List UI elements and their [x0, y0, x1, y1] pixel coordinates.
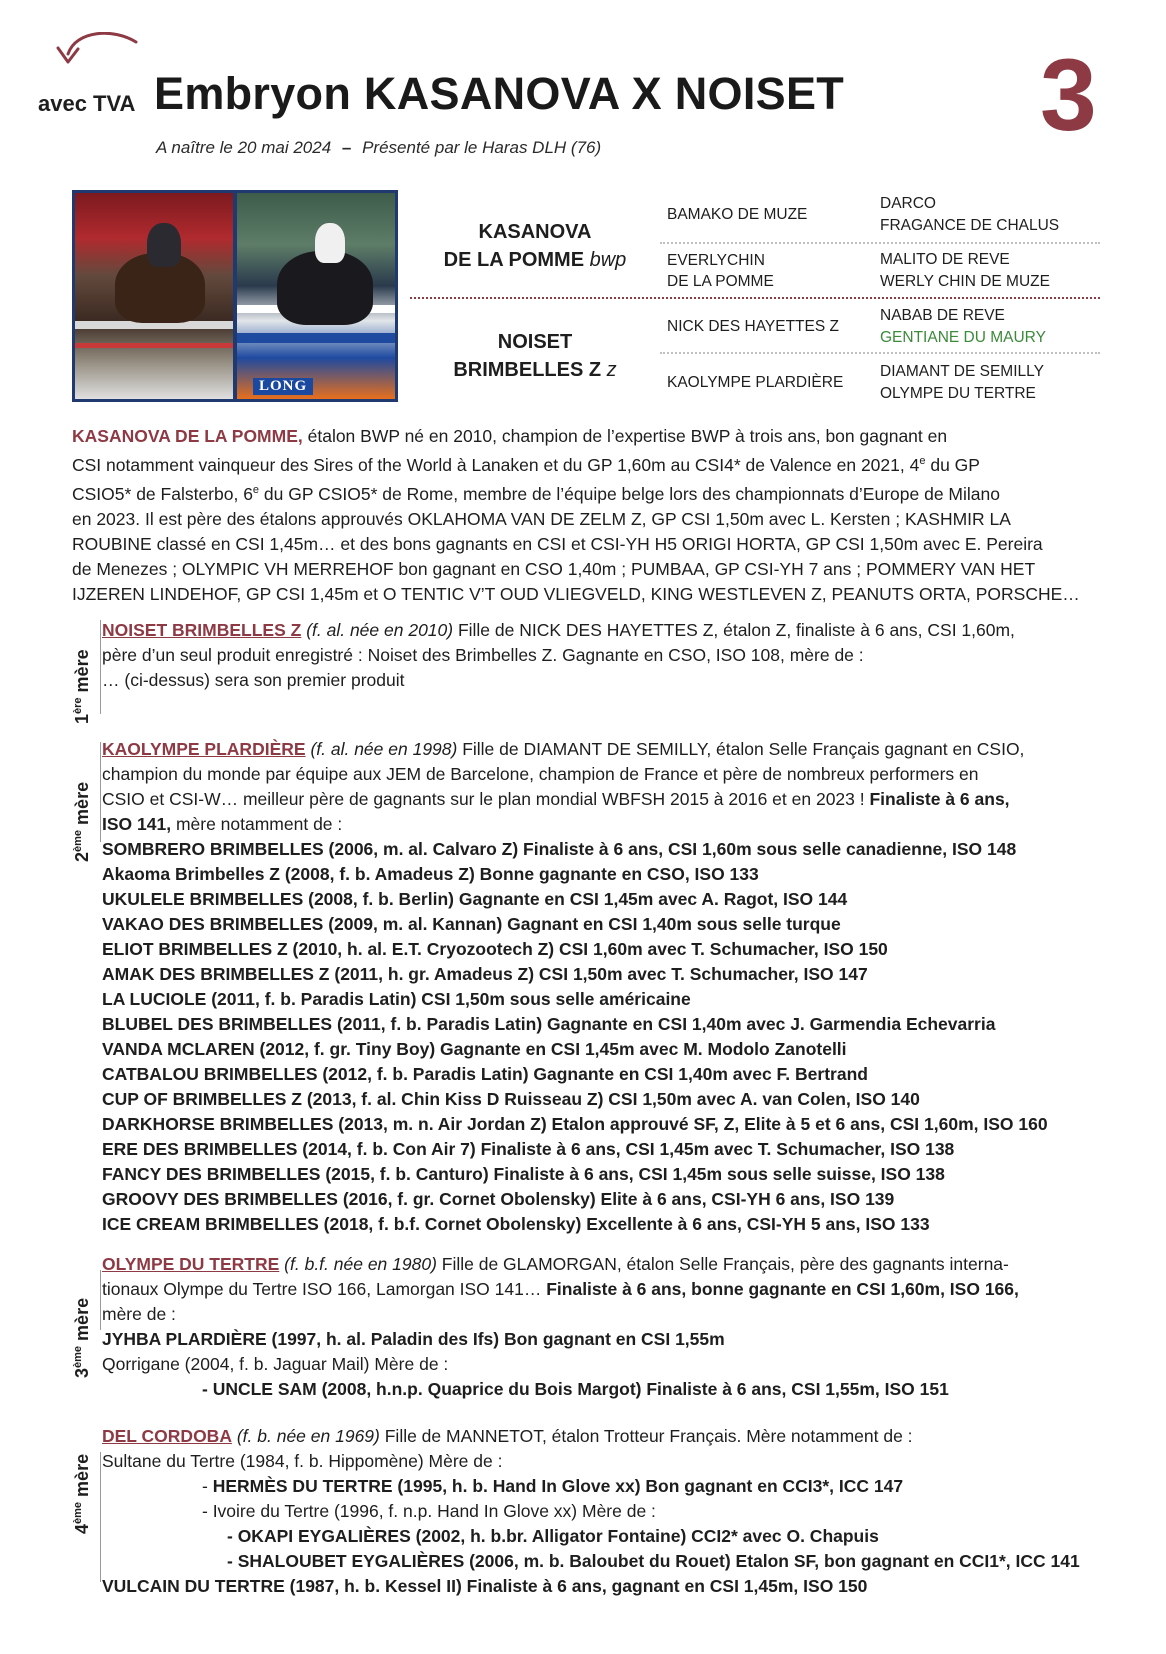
photo-frame	[72, 190, 398, 402]
mare-3-name: OLYMPE DU TERTRE	[102, 1254, 280, 1274]
pedigree-ancestor-4: WERLY CHIN DE MUZE	[880, 273, 1050, 290]
offspring-item: VAKAO DES BRIMBELLES (2009, m. al. Kannan) Gagnant en CSI 1,40m sous selle turque	[102, 914, 841, 934]
mare-1-bar	[100, 620, 101, 714]
pedigree-grandsire-2: NICK DES HAYETTES Z	[667, 318, 839, 335]
pedigree-granddam-2: KAOLYMPE PLARDIÈRE	[667, 374, 844, 391]
presenter: Présenté par le Haras DLH (76)	[362, 138, 602, 157]
mare-1-section: NOISET BRIMBELLES Z (f. al. née en 2010) Fille de NICK DES HAYETTES Z, étalon Z, finaliste à 6 ans, CSI 1,60m, père d’un seul produit enregistré : Noiset des Brimbelles Z. Gagnante en CSO, ISO 108, mère de : … (ci-dessus) sera son premier produit	[102, 620, 1015, 690]
pedigree-ancestor-5: NABAB DE REVE	[880, 307, 1005, 324]
offspring-item: BLUBEL DES BRIMBELLES (2011, f. b. Paradis Latin) Gagnante en CSI 1,40m avec J. Garmendia Echevarria	[102, 1014, 996, 1034]
mare-2-offspring-list	[102, 837, 1098, 1237]
offspring-item: CATBALOU BRIMBELLES (2012, f. b. Paradis Latin) Gagnante en CSI 1,40m avec F. Bertrand	[102, 1064, 868, 1084]
offspring-item: Akaoma Brimbelles Z (2008, f. b. Amadeus Z) Bonne gagnante en CSO, ISO 133	[102, 864, 759, 884]
mare-1-name: NOISET BRIMBELLES Z	[102, 620, 302, 640]
mare-4-label: 4ème mère	[72, 1453, 92, 1534]
offspring-item: ICE CREAM BRIMBELLES (2018, f. b.f. Cornet Obolensky) Excellente à 6 ans, CSI-YH 5 ans, ISO 133	[102, 1214, 930, 1234]
mare-1-label: 1ère mère	[72, 649, 92, 724]
pedigree-ancestor-2: FRAGANCE DE CHALUS	[880, 217, 1060, 234]
mare-2-name: KAOLYMPE PLARDIÈRE	[102, 739, 306, 759]
offspring-item: DARKHORSE BRIMBELLES (2013, m. n. Air Jordan Z) Etalon approuvé SF, Z, Elite à 5 et 6 ans, CSI 1,60m, ISO 160	[102, 1114, 1048, 1134]
lot-number: 3	[1040, 38, 1097, 152]
pedigree-divider	[660, 352, 1100, 354]
page-title: Embryon KASANOVA X NOISET	[154, 68, 845, 119]
curved-arrow-icon	[54, 32, 140, 84]
offspring-item: CUP OF BRIMBELLES Z (2013, f. al. Chin Kiss D Ruisseau Z) CSI 1,50m avec A. van Colen, ISO 140	[102, 1089, 920, 1109]
pedigree-dam: NOISET BRIMBELLES Z z	[453, 331, 617, 381]
mare-4-name: DEL CORDOBA	[102, 1426, 232, 1446]
birth-date: A naître le 20 mai 2024	[156, 138, 332, 157]
pedigree-ancestor-3: MALITO DE REVE	[880, 251, 1010, 268]
mare-3-label: 3ème mère	[72, 1297, 92, 1378]
offspring-item: ERE DES BRIMBELLES (2014, f. b. Con Air 7) Finaliste à 6 ans, CSI 1,45m avec T. Schumacher, ISO 138	[102, 1139, 955, 1159]
offspring-item: FANCY DES BRIMBELLES (2015, f. b. Canturo) Finaliste à 6 ans, CSI 1,45m sous selle suisse, ISO 138	[102, 1164, 945, 1184]
offspring-item: SOMBRERO BRIMBELLES (2006, m. al. Calvaro Z) Finaliste à 6 ans, CSI 1,60m sous selle canadienne, ISO 148	[102, 839, 1017, 859]
pedigree-ancestor-8: OLYMPE DU TERTRE	[880, 385, 1036, 402]
tva-label: avec TVA	[38, 91, 136, 116]
mare-3-section: OLYMPE DU TERTRE (f. b.f. née en 1980) Fille de GLAMORGAN, étalon Selle Français, père des gagnants interna- tionaux Olympe du Tertre ISO 166, Lamorgan ISO 141… Finaliste à 6 ans, bonne gagnante en CSI 1,60m, ISO 166, mère de : JYHBA PLARDIÈRE (1997, h. al. Paladin des Ifs) Bon gagnant en CSI 1,55m Qorrigane (2004, f. b. Jaguar Mail) Mère de : - UNCLE SAM (2008, h.n.p. Quaprice du Bois Margot) Finaliste à 6 ans, CSI 1,55m, ISO 151	[102, 1254, 1019, 1399]
pedigree-grandsire-1: BAMAKO DE MUZE	[667, 206, 808, 223]
pedigree-ancestor-1: DARCO	[880, 195, 936, 212]
pedigree-ancestor-7: DIAMANT DE SEMILLY	[880, 363, 1044, 380]
pedigree-divider-main	[410, 297, 1100, 299]
offspring-item: GROOVY DES BRIMBELLES (2016, f. gr. Cornet Obolensky) Elite à 6 ans, CSI-YH 6 ans, ISO 139	[102, 1189, 895, 1209]
dam-photo	[237, 193, 395, 399]
sire-photo	[75, 193, 233, 399]
sire-name: KASANOVA DE LA POMME,	[72, 426, 303, 446]
offspring-item: UKULELE BRIMBELLES (2008, f. b. Berlin) Gagnante en CSI 1,45m avec A. Ragot, ISO 144	[102, 889, 848, 909]
pedigree-sire: KASANOVA DE LA POMME bwp	[443, 221, 627, 271]
offspring-item: VANDA MCLAREN (2012, f. gr. Tiny Boy) Gagnante en CSI 1,45m avec M. Modolo Zanotelli	[102, 1039, 847, 1059]
offspring-item: AMAK DES BRIMBELLES Z (2011, h. gr. Amadeus Z) CSI 1,50m avec T. Schumacher, ISO 147	[102, 964, 868, 984]
mare-2-label: 2ème mère	[72, 781, 92, 862]
sire-description: KASANOVA DE LA POMME, étalon BWP né en 2010, champion de l’expertise BWP à trois ans, bon gagnant en CSI notamment vainqueur des Sires of the World à Lanaken et du GP 1,60m au CSI4* de Valence en 2021, 4e du GP CSIO5* de Falsterbo, 6e du GP CSIO5* de Rome, membre de l’équipe belge lors des championnats d’Europe de Milano en 2023. Il est père des étalons approuvés OKLAHOMA VAN DE ZELM Z, GP CSI 1,50m avec L. Kersten ; KASHMIR LA ROUBINE classé en CSI 1,45m… et des bons gagnants en CSI et CSI-YH H5 ORIGI HORTA, GP CSI 1,50m avec E. Pereira de Menezes ; OLYMPIC VH MERREHOF bon gagnant en CSO 1,40m ; PUMBAA, GP CSI-YH 7 ans ; POMMERY VAN HET IJZEREN LINDEHOF, GP CSI 1,45m et O TENTIC V’T OUD VLIEGVELD, KING WESTLEVEN Z, PEANUTS ORTA, PORSCHE…	[72, 426, 1080, 604]
mare-4-section: DEL CORDOBA (f. b. née en 1969) Fille de MANNETOT, étalon Trotteur Français. Mère notamment de : Sultane du Tertre (1984, f. b. Hippomène) Mère de : - HERMÈS DU TERTRE (1995, h. b. Hand In Glove xx) Bon gagnant en CCI3*, ICC 147 - Ivoire du Tertre (1996, f. n.p. Hand In Glove xx) Mère de : - OKAPI EYGALIÈRES (2002, h. b.br. Alligator Fontaine) CCI2* avec O. Chapuis - SHALOUBET EYGALIÈRES (2006, m. b. Baloubet du Rouet) Etalon SF, bon gagnant en CCI1*, ICC 141 VULCAIN DU TERTRE (1987, h. b. Kessel II) Finaliste à 6 ans, gagnant en CSI 1,45m, ISO 150	[102, 1426, 1080, 1596]
subtitle-dash: –	[341, 138, 352, 157]
page-subtitle	[156, 138, 601, 158]
mare-2-bar	[100, 742, 101, 842]
photo-banner-text: LONG	[253, 378, 313, 395]
mare-3-bar	[100, 1270, 101, 1330]
pedigree-divider	[660, 242, 1100, 244]
offspring-item: LA LUCIOLE (2011, f. b. Paradis Latin) CSI 1,50m sous selle américaine	[102, 989, 691, 1009]
offspring-item: ELIOT BRIMBELLES Z (2010, h. al. E.T. Cryozootech Z) CSI 1,60m avec T. Schumacher, ISO 150	[102, 939, 888, 959]
pedigree-granddam-1: EVERLYCHIN DE LA POMME	[667, 252, 774, 290]
pedigree-ancestor-6: GENTIANE DU MAURY	[880, 329, 1046, 346]
mare-4-bar	[100, 1452, 101, 1582]
mare-2-section: KAOLYMPE PLARDIÈRE (f. al. née en 1998) Fille de DIAMANT DE SEMILLY, étalon Selle Français gagnant en CSIO, champion du monde par équipe aux JEM de Barcelone, champion de France et père de nombreux performers en CSIO et CSI-W… meilleur père de gagnants sur le plan mondial WBFSH 2015 à 2016 et en 2023 ! Finaliste à 6 ans, ISO 141, mère notamment de : SOMBRERO BRIMBELLES (2006, m. al. Calvaro Z) Finaliste à 6 ans, CSI 1,60m sous selle canadienne, ISO 148 Akaoma Brimbelles Z (2008, f. b. Amadeus Z) Bonne gagnante en CSO, ISO 133 UKULELE BRIMBELLES (2008, f. b. Berlin) Gagnante en CSI 1,45m avec A. Ragot, ISO 144 VAKAO DES BRIMBELLES (2009, m. al. Kannan) Gagnant en CSI 1,40m sous selle turque ELIOT BRIMBELLES Z (2010, h. al. E.T. Cryozootech Z) CSI 1,60m avec T. Schumacher, ISO 150 AMAK DES BRIMBELLES Z (2011, h. gr. Amadeus Z) CSI 1,50m avec T. Schumacher, ISO 147 LA LUCIOLE (2011, f. b. Paradis Latin) CSI 1,50m sous selle américaine BLUBEL DES BRIMBELLES (2011, f. b. Paradis Latin) Gagnante en CSI 1,40m avec J. Garmendia Echevarria VANDA MCLAREN (2012, f. gr. Tiny Boy) Gagnante en CSI 1,45m avec M. Modolo Zanotelli CATBALOU BRIMBELLES (2012, f. b. Paradis Latin) Gagnante en CSI 1,40m avec F. Bertrand CUP OF BRIMBELLES Z (2013, f. al. Chin Kiss D Ruisseau Z) CSI 1,50m avec A. van Colen, ISO 140 DARKHORSE BRIMBELLES (2013, m. n. Air Jordan Z) Etalon approuvé SF, Z, Elite à 5 et 6 ans, CSI 1,60m, ISO 160 ERE DES BRIMBELLES (2014, f. b. Con Air 7) Finaliste à 6 ans, CSI 1,45m avec T. Schumacher, ISO 138 FANCY DES BRIMBELLES (2015, f. b. Canturo) Finaliste à 6 ans, CSI 1,45m sous selle suisse, ISO 138 GROOVY DES BRIMBELLES (2016, f. gr. Cornet Obolensky) Elite à 6 ans, CSI-YH 6 ans, ISO 139 ICE CREAM BRIMBELLES (2018, f. b.f. Cornet Obolensky) Excellente à 6 ans, CSI-YH 5 ans, ISO 133	[102, 737, 1098, 1237]
